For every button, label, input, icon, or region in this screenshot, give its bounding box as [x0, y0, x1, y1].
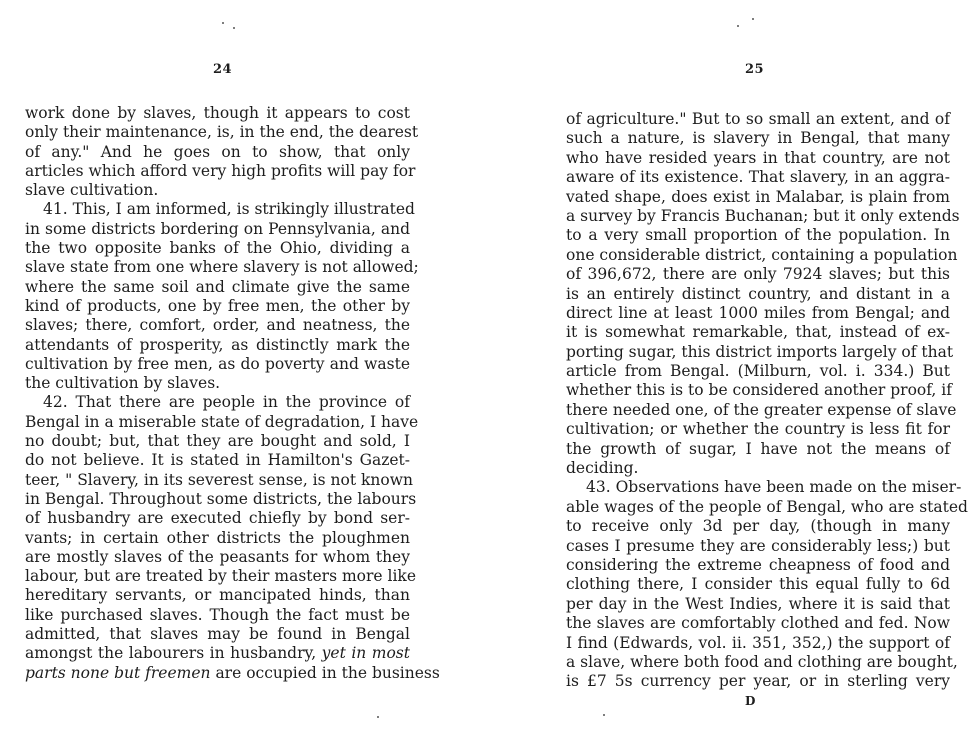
line-text: article from Bengal. (Milburn, vol. i. 334.) But	[566, 362, 950, 381]
text-line	[566, 110, 950, 129]
text-line	[566, 323, 950, 342]
text-line	[566, 226, 950, 245]
text-line	[25, 663, 440, 683]
line-text: is an entirely distinct country, and distant in a	[566, 284, 950, 303]
text-line	[25, 316, 410, 335]
text-line	[25, 412, 419, 432]
text-line	[566, 265, 950, 284]
line-text: labour, but are treated by their masters more like	[25, 567, 416, 586]
line-text: 42. That there are people in the province of	[43, 393, 410, 412]
text-line	[566, 342, 954, 362]
line-text: the cultivation by slaves.	[25, 374, 221, 393]
line-text: work done by slaves, though it appears to cost	[25, 104, 410, 122]
line-text: slave cultivation.	[25, 181, 159, 200]
text-line	[566, 652, 958, 672]
text-line	[566, 459, 950, 478]
text-line	[566, 575, 950, 594]
text-line	[566, 537, 950, 556]
text-line	[25, 161, 416, 181]
line-text: where the same soil and climate give the same	[25, 277, 410, 296]
line-text: porting sugar, this district imports largely of that	[566, 342, 954, 361]
text-line	[25, 489, 417, 509]
line-text: per day in the West Indies, where it is said that	[566, 594, 950, 613]
signature-mark: D	[745, 694, 756, 708]
line-text: cultivation by free men, as do poverty and waste	[25, 354, 410, 373]
text-line	[566, 206, 960, 226]
text-line	[25, 278, 410, 297]
line-text: I find (Edwards, vol. ii. 351, 352,) the support of	[566, 633, 950, 652]
line-text: only their maintenance, is, in the end, the dearest	[25, 123, 419, 142]
page-number: 24	[213, 62, 233, 77]
text-line	[566, 245, 958, 265]
text-line	[25, 181, 410, 200]
line-text: of agriculture." But to so small an extent, and of	[566, 110, 950, 128]
line-text: admitted, that slaves may be found in Bengal	[25, 625, 410, 644]
text-line	[566, 168, 950, 187]
text-line	[25, 104, 410, 123]
line-text: the slaves are comfortably clothed and fed. Now	[566, 614, 950, 633]
line-text: kind of products, one by free men, the other by	[25, 296, 410, 315]
line-text: is £7 5s currency per year, or in sterling very	[566, 672, 950, 691]
line-text: clothing there, I consider this equal fully to 6d	[566, 575, 950, 594]
line-text: who have resided years in that country, are not	[566, 148, 950, 167]
line-text: to receive only 3d per day, (though in many	[566, 517, 950, 536]
line-text: of husbandry are executed chiefly by bond ser-	[25, 509, 410, 528]
line-text: a slave, where both food and clothing are bought,	[566, 652, 958, 671]
text-line	[25, 567, 416, 586]
text-line	[25, 451, 410, 470]
text-column	[566, 110, 968, 692]
page-number: 25	[745, 62, 765, 77]
text-line	[25, 393, 410, 412]
text-line	[25, 336, 410, 355]
line-text: aware of its existence. That slavery, in an aggra-	[566, 168, 950, 187]
line-text: considering the extreme cheapness of food and	[566, 555, 950, 574]
line-text: able wages of the people of Bengal, who are stated	[566, 497, 968, 516]
line-text: amongst the labourers in husbandry,	[25, 644, 317, 663]
line-text: no doubt; but, that they are bought and sold, I	[25, 432, 410, 451]
text-line	[25, 529, 410, 548]
line-text: the growth of sugar, I have not the means of	[566, 439, 950, 458]
text-line	[566, 362, 950, 381]
text-line	[25, 548, 410, 567]
text-line	[25, 470, 413, 490]
text-line	[25, 355, 410, 374]
line-text: articles which afford very high profits will pay for	[25, 161, 416, 180]
line-text: the two opposite banks of the Ohio, dividing a	[25, 239, 410, 258]
line-text: direct line at least 1000 miles from Bengal; and	[566, 303, 950, 322]
italic-phrase: parts none but freemen	[25, 663, 211, 682]
line-text: Bengal in a miserable state of degradation, I have	[25, 412, 419, 431]
line-text: teer, " Slavery, in its severest sense, is not known	[25, 470, 413, 489]
text-line	[566, 517, 950, 536]
text-line	[566, 381, 950, 400]
text-line	[25, 432, 410, 451]
line-text: to a very small proportion of the population. In	[566, 226, 950, 245]
line-text: of 396,672, there are only 7924 slaves; but this	[566, 265, 950, 284]
text-line	[25, 644, 410, 663]
text-line	[25, 374, 410, 393]
text-line	[566, 614, 950, 633]
text-line	[566, 672, 950, 691]
line-text: deciding.	[566, 459, 639, 478]
text-line	[566, 400, 957, 420]
text-line	[25, 123, 419, 142]
text-line	[25, 586, 410, 605]
line-text: whether this is to be considered another proof, if	[566, 381, 952, 400]
line-text: vated shape, does exist in Malabar, is plain from	[566, 187, 950, 206]
line-text: attendants of prosperity, as distinctly mark the	[25, 335, 410, 354]
text-line	[566, 440, 950, 459]
text-line	[25, 606, 410, 625]
text-line	[566, 420, 950, 439]
text-line	[25, 258, 419, 277]
text-line	[25, 297, 410, 316]
text-line	[566, 595, 950, 614]
line-text: it is somewhat remarkable, that, instead of ex-	[566, 323, 950, 342]
line-text: do not believe. It is stated in Hamilton's Gazet-	[25, 451, 410, 470]
right-page	[490, 0, 980, 730]
line-text: cultivation; or whether the country is less fit for	[566, 420, 950, 439]
text-line	[566, 497, 968, 517]
line-text: in some districts bordering on Pennsylvania, and	[25, 219, 410, 238]
line-text: 41. This, I am informed, is strikingly illustrated	[43, 200, 415, 219]
line-text: one considerable district, containing a population	[566, 245, 958, 264]
line-text: like purchased slaves. Though the fact must be	[25, 605, 410, 624]
line-text: such a nature, is slavery in Bengal, that many	[566, 129, 950, 148]
text-line	[566, 285, 950, 304]
text-line	[25, 509, 410, 528]
text-line	[25, 239, 410, 258]
line-text: of any." And he goes on to show, that only	[25, 142, 410, 161]
text-line	[25, 220, 410, 239]
text-line	[566, 478, 962, 497]
line-text: in Bengal. Throughout some districts, the labours	[25, 489, 417, 508]
text-line	[25, 625, 410, 644]
text-line	[25, 143, 410, 162]
line-text: are occupied in the business	[215, 663, 440, 682]
text-line	[566, 149, 950, 168]
line-text: slave state from one where slavery is not allowed;	[25, 258, 419, 277]
line-text: there needed one, of the greater expense of slave	[566, 400, 957, 419]
line-text: hereditary servants, or mancipated hinds, than	[25, 586, 410, 605]
italic-phrase: yet in most	[321, 644, 410, 663]
line-text: cases I presume they are considerably less;) but	[566, 536, 950, 555]
text-line	[566, 188, 950, 207]
line-text: 43. Observations have been made on the miser-	[586, 478, 962, 497]
text-column	[25, 104, 440, 683]
line-text: vants; in certain other districts the ploughmen	[25, 528, 410, 547]
text-line	[566, 556, 950, 575]
text-line	[566, 129, 950, 148]
text-line	[566, 304, 950, 323]
line-text: slaves; there, comfort, order, and neatness, the	[25, 316, 410, 335]
line-text: a survey by Francis Buchanan; but it only extends	[566, 206, 960, 225]
line-text: are mostly slaves of the peasants for whom they	[25, 547, 410, 566]
text-line	[25, 200, 415, 219]
text-line	[566, 634, 950, 653]
